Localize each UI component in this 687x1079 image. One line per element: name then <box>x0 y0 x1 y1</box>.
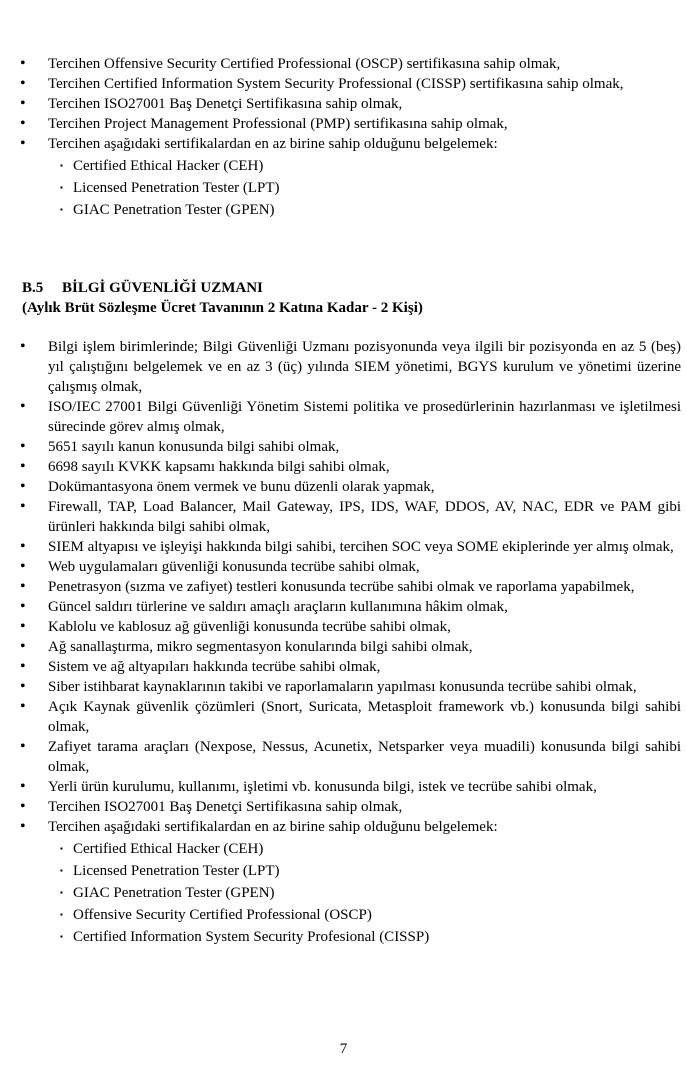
section-subtitle: (Aylık Brüt Sözleşme Ücret Tavanının 2 Katına Kadar - 2 Kişi) <box>22 300 423 316</box>
sub-list-item: ▪ Offensive Security Certified Professional (OSCP) <box>48 905 681 925</box>
list-item: • Web uygulamaları güvenliği konusunda tecrübe sahibi olmak, <box>0 557 687 577</box>
certificate-sublist <box>48 156 681 220</box>
list-item: • Kablolu ve kablosuz ağ güvenliği konusunda tecrübe sahibi olmak, <box>0 617 687 637</box>
list-item: • Sistem ve ağ altyapıları hakkında tecrübe sahibi olmak, <box>0 657 687 677</box>
list-item: • Tercihen Offensive Security Certified Professional (OSCP) sertifikasına sahip olmak, <box>0 54 687 74</box>
list-item: • Tercihen ISO27001 Baş Denetçi Sertifikasına sahip olmak, <box>0 797 687 817</box>
list-item-certificates <box>0 134 687 220</box>
sub-list-item: ▪ GIAC Penetration Tester (GPEN) <box>48 200 681 220</box>
list-item: • Firewall, TAP, Load Balancer, Mail Gateway, IPS, IDS, WAF, DDOS, AV, NAC, EDR ve PAM gibi ürünleri hakkında bilgi sahibi olmak, <box>0 497 687 537</box>
list-item-text: Tercihen aşağıdaki sertifikalardan en az birine sahip olduğunu belgelemek: <box>48 819 498 835</box>
list-item: • Penetrasyon (sızma ve zafiyet) testleri konusunda tecrübe sahibi olmak ve raporlama yapabilmek, <box>0 577 687 597</box>
sub-list-item: ▪ Licensed Penetration Tester (LPT) <box>48 178 681 198</box>
list-item: • Bilgi işlem birimlerinde; Bilgi Güvenliği Uzmanı pozisyonunda veya ilgili bir pozisyonda en az 5 (beş) yıl çalıştığını belgelemek ve en az 3 (üç) yılında SIEM yönetimi, BGYS kurulum ve yönetimi üzerine çalışmış olmak, <box>0 337 687 397</box>
section-title: BİLGİ GÜVENLİĞİ UZMANI <box>62 280 263 296</box>
sub-list-item: ▪ Certified Ethical Hacker (CEH) <box>48 839 681 859</box>
list-item: • 6698 sayılı KVKK kapsamı hakkında bilgi sahibi olmak, <box>0 457 687 477</box>
list-item: • Tercihen Project Management Professional (PMP) sertifikasına sahip olmak, <box>0 114 687 134</box>
sub-list-item: ▪ Certified Ethical Hacker (CEH) <box>48 156 681 176</box>
requirements-list-previous <box>0 54 687 222</box>
sub-list-item: ▪ Certified Information System Security Profesional (CISSP) <box>48 927 681 947</box>
list-item: • Yerli ürün kurulumu, kullanımı, işletimi vb. konusunda bilgi, istek ve tecrübe sahibi olmak, <box>0 777 687 797</box>
list-item: • Tercihen ISO27001 Baş Denetçi Sertifikasına sahip olmak, <box>0 94 687 114</box>
sub-list-item: ▪ Licensed Penetration Tester (LPT) <box>48 861 681 881</box>
list-item-text: Tercihen aşağıdaki sertifikalardan en az birine sahip olduğunu belgelemek: <box>48 136 498 152</box>
page-number: 7 <box>339 1041 348 1057</box>
list-item: • 5651 sayılı kanun konusunda bilgi sahibi olmak, <box>0 437 687 457</box>
list-item: • Siber istihbarat kaynaklarının takibi ve raporlamaların yapılması konusunda tecrübe sahibi olmak, <box>0 677 687 697</box>
list-item: • Dokümantasyona önem vermek ve bunu düzenli olarak yapmak, <box>0 477 687 497</box>
list-item: • ISO/IEC 27001 Bilgi Güvenliği Yönetim Sistemi politika ve prosedürlerinin hazırlanması ve işletilmesi sürecinde görev almış olmak, <box>0 397 687 437</box>
sub-list-item: ▪ GIAC Penetration Tester (GPEN) <box>48 883 681 903</box>
certificate-sublist <box>48 839 681 947</box>
list-item: • Ağ sanallaştırma, mikro segmentasyon konularında bilgi sahibi olmak, <box>0 637 687 657</box>
list-item: • Tercihen Certified Information System Security Professional (CISSP) sertifikasına sahip olmak, <box>0 74 687 94</box>
list-item: • SIEM altyapısı ve işleyişi hakkında bilgi sahibi, tercihen SOC veya SOME ekiplerinde yer almış olmak, <box>0 537 687 557</box>
section-heading <box>22 278 263 298</box>
list-item: • Açık Kaynak güvenlik çözümleri (Snort, Suricata, Metasploit framework vb.) konusunda bilgi sahibi olmak, <box>0 697 687 737</box>
requirements-list <box>0 337 687 949</box>
list-item: • Güncel saldırı türlerine ve saldırı amaçlı araçların kullanımına hâkim olmak, <box>0 597 687 617</box>
section-number: B.5 <box>22 280 44 296</box>
list-item: • Zafiyet tarama araçları (Nexpose, Nessus, Acunetix, Netsparker veya muadili) konusunda bilgi sahibi olmak, <box>0 737 687 777</box>
list-item-certificates <box>0 817 687 947</box>
